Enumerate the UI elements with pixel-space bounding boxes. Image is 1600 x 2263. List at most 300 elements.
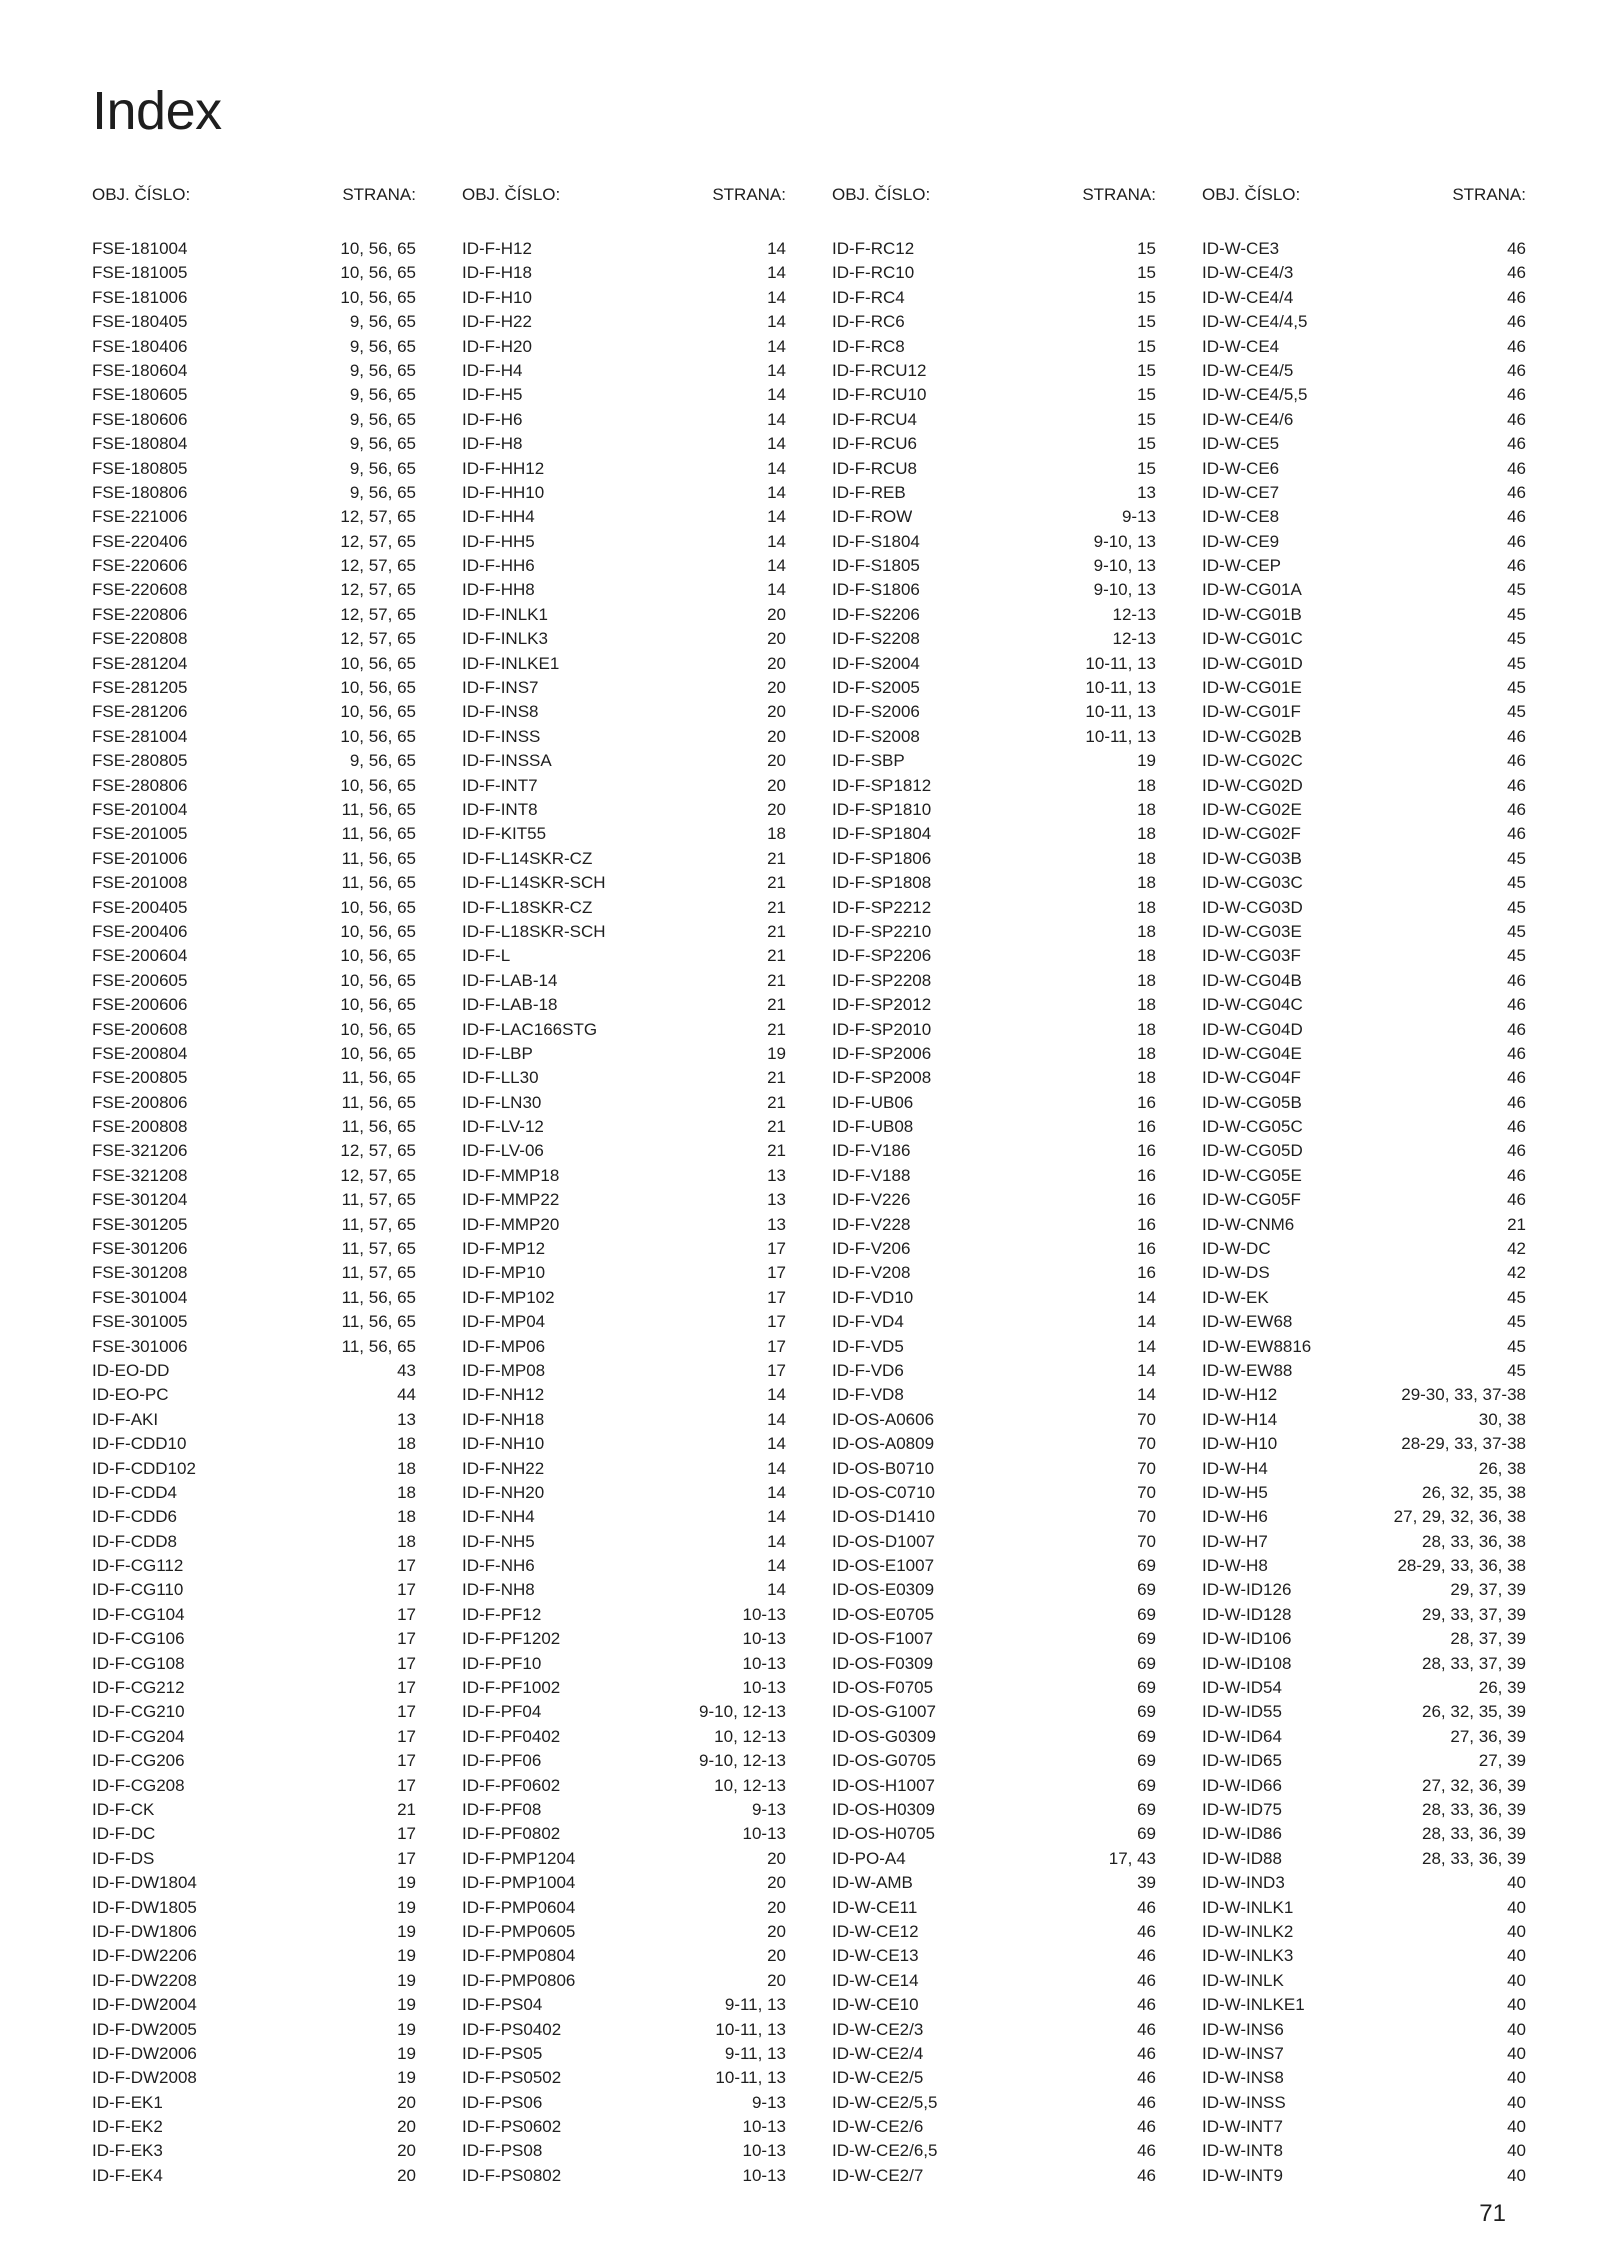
item-code: FSE-201006 <box>92 848 188 868</box>
item-pages: 20 <box>767 751 786 771</box>
index-row <box>1202 2066 1526 2090</box>
item-code: ID-OS-H0705 <box>832 1824 935 1844</box>
item-pages: 15 <box>1137 287 1156 307</box>
item-code: ID-F-PS05 <box>462 2043 543 2063</box>
item-pages: 14 <box>1137 1287 1156 1307</box>
item-pages: 10-13 <box>742 1604 786 1624</box>
item-code: FSE-220406 <box>92 531 188 551</box>
index-row <box>1202 383 1526 407</box>
item-code: ID-F-INLK1 <box>462 604 548 624</box>
index-row <box>92 237 416 261</box>
item-pages: 11, 56, 65 <box>341 799 416 819</box>
item-code: ID-F-INLKE1 <box>462 653 560 673</box>
item-pages: 46 <box>1507 1190 1526 1210</box>
index-row <box>832 774 1156 798</box>
item-pages: 45 <box>1507 1360 1526 1380</box>
index-row <box>92 505 416 529</box>
item-code: ID-W-H7 <box>1202 1531 1268 1551</box>
item-pages: 11, 56, 65 <box>341 1312 416 1332</box>
item-pages: 45 <box>1507 848 1526 868</box>
item-pages: 46 <box>1507 360 1526 380</box>
index-row <box>1202 847 1526 871</box>
item-pages: 12, 57, 65 <box>340 580 416 600</box>
item-code: ID-F-RCU10 <box>832 385 927 405</box>
item-code: ID-OS-E0705 <box>832 1604 935 1624</box>
item-code: ID-W-EW88 <box>1202 1360 1293 1380</box>
item-code: ID-F-PF1202 <box>462 1629 561 1649</box>
index-row <box>832 1944 1156 1968</box>
item-code: ID-F-NH6 <box>462 1556 535 1576</box>
index-row <box>1202 1530 1526 1554</box>
item-pages: 11, 56, 65 <box>341 1092 416 1112</box>
item-pages: 45 <box>1507 1336 1526 1356</box>
index-row <box>1202 1627 1526 1651</box>
item-code: ID-F-DS <box>92 1848 155 1868</box>
item-code: ID-W-CE8 <box>1202 507 1280 527</box>
item-code: FSE-201005 <box>92 824 188 844</box>
item-pages: 42 <box>1507 1263 1526 1283</box>
item-pages: 16 <box>1137 1214 1156 1234</box>
item-pages: 14 <box>767 1482 786 1502</box>
item-pages: 18 <box>1137 775 1156 795</box>
index-row <box>1202 1213 1526 1237</box>
index-row <box>462 1018 786 1042</box>
index-row <box>462 1115 786 1139</box>
item-pages: 14 <box>767 360 786 380</box>
item-code: ID-F-NH20 <box>462 1482 545 1502</box>
item-pages: 15 <box>1137 385 1156 405</box>
index-row <box>832 2018 1156 2042</box>
item-pages: 10-11, 13 <box>715 2019 786 2039</box>
item-pages: 10-13 <box>742 1824 786 1844</box>
page-header: STRANA: <box>342 185 416 204</box>
item-code: FSE-281004 <box>92 726 188 746</box>
item-pages: 17 <box>397 1848 416 1868</box>
item-pages: 18 <box>1137 995 1156 1015</box>
index-row <box>832 1310 1156 1334</box>
item-pages: 45 <box>1507 604 1526 624</box>
index-row <box>832 432 1156 456</box>
item-pages: 10, 56, 65 <box>340 1043 416 1063</box>
item-pages: 28, 33, 36, 38 <box>1422 1531 1526 1551</box>
code-header: OBJ. ČÍSLO: <box>1202 185 1301 204</box>
item-pages: 14 <box>767 1458 786 1478</box>
item-pages: 14 <box>767 1434 786 1454</box>
item-pages: 46 <box>1507 531 1526 551</box>
item-pages: 27, 39 <box>1478 1751 1526 1771</box>
item-code: ID-F-PS04 <box>462 1995 543 2015</box>
item-pages: 30, 38 <box>1478 1409 1526 1429</box>
index-row <box>832 1237 1156 1261</box>
item-code: ID-W-CG03F <box>1202 946 1301 966</box>
index-row <box>832 1993 1156 2017</box>
index-row <box>1202 286 1526 310</box>
item-code: ID-OS-F0705 <box>832 1678 934 1698</box>
item-pages: 19 <box>397 1873 416 1893</box>
item-pages: 10, 56, 65 <box>340 702 416 722</box>
item-code: ID-F-KIT55 <box>462 824 547 844</box>
item-pages: 18 <box>1137 848 1156 868</box>
item-code: ID-F-SP1804 <box>832 824 932 844</box>
index-row <box>92 1822 416 1846</box>
item-code: ID-F-HH5 <box>462 531 535 551</box>
item-code: ID-W-CE2/6,5 <box>832 2141 938 2161</box>
item-pages: 40 <box>1507 2165 1526 2185</box>
index-row <box>462 2066 786 2090</box>
index-row <box>92 822 416 846</box>
item-code: ID-F-UB08 <box>832 1117 914 1137</box>
index-column <box>462 183 786 2188</box>
item-code: ID-W-CE4/6 <box>1202 409 1294 429</box>
item-code: FSE-281205 <box>92 678 188 698</box>
item-code: ID-F-PMP0604 <box>462 1897 576 1917</box>
item-code: ID-F-RC10 <box>832 263 915 283</box>
index-row <box>92 1603 416 1627</box>
item-pages: 28, 33, 37, 39 <box>1422 1653 1526 1673</box>
item-pages: 14 <box>767 1385 786 1405</box>
item-code: ID-W-H4 <box>1202 1458 1268 1478</box>
item-code: ID-W-CE6 <box>1202 458 1280 478</box>
item-pages: 16 <box>1137 1092 1156 1112</box>
index-row <box>92 1188 416 1212</box>
item-code: ID-F-H8 <box>462 434 523 454</box>
item-pages: 17 <box>767 1239 786 1259</box>
item-pages: 9-10, 13 <box>1093 580 1156 600</box>
index-row <box>462 1896 786 1920</box>
index-row <box>92 2066 416 2090</box>
item-code: ID-F-LAB-18 <box>462 995 558 1015</box>
item-code: ID-F-MP06 <box>462 1336 546 1356</box>
item-code: ID-W-CE2/7 <box>832 2165 924 2185</box>
item-code: ID-F-DW2206 <box>92 1946 197 1966</box>
index-row <box>462 383 786 407</box>
item-code: ID-F-SP2008 <box>832 1068 932 1088</box>
item-code: FSE-180406 <box>92 336 188 356</box>
item-pages: 46 <box>1507 775 1526 795</box>
item-pages: 9, 56, 65 <box>349 360 416 380</box>
item-code: FSE-301204 <box>92 1190 188 1210</box>
item-pages: 10, 56, 65 <box>340 995 416 1015</box>
item-pages: 69 <box>1137 1726 1156 1746</box>
index-row <box>92 798 416 822</box>
item-pages: 14 <box>767 1409 786 1429</box>
index-row <box>1202 1164 1526 1188</box>
index-row <box>92 286 416 310</box>
index-row <box>92 1457 416 1481</box>
item-pages: 21 <box>767 995 786 1015</box>
index-row <box>92 335 416 359</box>
index-row <box>1202 627 1526 651</box>
item-code: ID-F-V186 <box>832 1141 911 1161</box>
item-code: ID-F-CG104 <box>92 1604 185 1624</box>
index-row <box>462 1847 786 1871</box>
item-pages: 14 <box>767 531 786 551</box>
index-row <box>832 1652 1156 1676</box>
item-code: ID-F-H5 <box>462 385 523 405</box>
item-code: ID-OS-E1007 <box>832 1556 935 1576</box>
item-pages: 46 <box>1507 434 1526 454</box>
item-pages: 46 <box>1137 2165 1156 2185</box>
item-pages: 29, 37, 39 <box>1450 1580 1526 1600</box>
item-pages: 9-10, 12-13 <box>699 1751 786 1771</box>
item-pages: 10, 56, 65 <box>340 678 416 698</box>
index-row <box>832 2139 1156 2163</box>
item-code: ID-W-CG04E <box>1202 1043 1302 1063</box>
index-row <box>1202 310 1526 334</box>
item-code: ID-F-PMP0804 <box>462 1946 576 1966</box>
item-code: ID-W-CG01F <box>1202 702 1301 722</box>
item-code: FSE-180804 <box>92 434 188 454</box>
item-code: ID-W-CE2/5 <box>832 2068 924 2088</box>
item-code: ID-W-INT8 <box>1202 2141 1283 2161</box>
index-row <box>92 993 416 1017</box>
item-code: ID-W-CG03C <box>1202 873 1303 893</box>
item-pages: 46 <box>1137 1946 1156 1966</box>
item-code: ID-F-MP04 <box>462 1312 546 1332</box>
item-pages: 16 <box>1137 1117 1156 1137</box>
item-pages: 11, 56, 65 <box>341 1068 416 1088</box>
item-pages: 12, 57, 65 <box>340 1141 416 1161</box>
item-pages: 17 <box>397 1702 416 1722</box>
item-pages: 11, 56, 65 <box>341 1117 416 1137</box>
item-pages: 18 <box>1137 873 1156 893</box>
item-code: ID-F-L14SKR-CZ <box>462 848 593 868</box>
index-row <box>462 237 786 261</box>
item-pages: 69 <box>1137 1800 1156 1819</box>
index-row <box>1202 530 1526 554</box>
item-pages: 17 <box>767 1287 786 1307</box>
column-header <box>92 183 416 207</box>
index-row <box>462 676 786 700</box>
item-code: ID-F-INT7 <box>462 775 538 795</box>
index-row <box>832 1896 1156 1920</box>
index-row <box>1202 1091 1526 1115</box>
index-row <box>832 2066 1156 2090</box>
item-pages: 46 <box>1137 1995 1156 2015</box>
index-row <box>832 1554 1156 1578</box>
item-code: ID-F-L14SKR-SCH <box>462 873 606 893</box>
index-row <box>92 896 416 920</box>
index-row <box>1202 335 1526 359</box>
item-code: ID-F-PMP0806 <box>462 1970 576 1990</box>
index-row <box>1202 774 1526 798</box>
item-code: ID-F-PF12 <box>462 1604 542 1624</box>
index-row <box>462 1213 786 1237</box>
item-pages: 14 <box>767 1507 786 1527</box>
index-row <box>832 1091 1156 1115</box>
index-row <box>832 1286 1156 1310</box>
item-code: ID-F-DW2006 <box>92 2043 197 2063</box>
item-code: ID-W-ID54 <box>1202 1678 1282 1698</box>
item-pages: 9, 56, 65 <box>349 385 416 405</box>
item-code: ID-F-H22 <box>462 312 532 332</box>
item-code: FSE-200806 <box>92 1092 188 1112</box>
index-row <box>1202 578 1526 602</box>
item-pages: 19 <box>397 2019 416 2039</box>
index-row <box>832 700 1156 724</box>
index-row <box>1202 2115 1526 2139</box>
item-pages: 42 <box>1507 1239 1526 1259</box>
item-code: FSE-281206 <box>92 702 188 722</box>
item-pages: 20 <box>767 1921 786 1941</box>
item-code: FSE-220806 <box>92 604 188 624</box>
item-pages: 10-13 <box>742 2117 786 2137</box>
item-pages: 40 <box>1507 1897 1526 1917</box>
index-row <box>832 335 1156 359</box>
item-pages: 9, 56, 65 <box>349 434 416 454</box>
item-pages: 18 <box>1137 824 1156 844</box>
item-code: ID-F-CDD6 <box>92 1507 177 1527</box>
item-code: ID-F-CG106 <box>92 1629 185 1649</box>
index-row <box>1202 1676 1526 1700</box>
item-code: ID-F-VD8 <box>832 1385 904 1405</box>
item-pages: 10, 56, 65 <box>340 263 416 283</box>
item-pages: 21 <box>767 1019 786 1039</box>
item-pages: 18 <box>397 1434 416 1454</box>
item-pages: 20 <box>767 1946 786 1966</box>
item-code: FSE-180405 <box>92 312 188 332</box>
item-code: ID-W-INLKE1 <box>1202 1995 1305 2015</box>
index-row <box>462 578 786 602</box>
index-row <box>462 1676 786 1700</box>
index-row <box>92 1652 416 1676</box>
index-row <box>92 481 416 505</box>
item-code: ID-F-PF10 <box>462 1653 542 1673</box>
index-row <box>462 1969 786 1993</box>
index-row <box>92 1578 416 1602</box>
item-pages: 14 <box>767 239 786 258</box>
item-code: ID-W-INLK1 <box>1202 1897 1294 1917</box>
item-pages: 10-13 <box>742 2141 786 2161</box>
item-pages: 18 <box>1137 921 1156 941</box>
item-pages: 27, 36, 39 <box>1450 1726 1526 1746</box>
index-row <box>1202 505 1526 529</box>
item-pages: 9-10, 13 <box>1093 556 1156 576</box>
item-code: ID-W-CE12 <box>832 1921 919 1941</box>
index-row <box>832 749 1156 773</box>
item-code: ID-OS-A0606 <box>832 1409 935 1429</box>
index-row <box>1202 1505 1526 1529</box>
item-code: ID-F-CDD10 <box>92 1434 187 1454</box>
index-row <box>462 944 786 968</box>
item-code: ID-F-SP2212 <box>832 897 932 917</box>
item-code: ID-W-ID64 <box>1202 1726 1282 1746</box>
item-pages: 21 <box>767 921 786 941</box>
item-pages: 10, 56, 65 <box>340 775 416 795</box>
item-pages: 17 <box>767 1360 786 1380</box>
item-code: ID-F-V206 <box>832 1239 911 1259</box>
item-pages: 28-29, 33, 36, 38 <box>1397 1556 1526 1576</box>
index-row <box>1202 1920 1526 1944</box>
index-row <box>1202 1432 1526 1456</box>
item-code: ID-W-CG03B <box>1202 848 1302 868</box>
item-pages: 46 <box>1137 2117 1156 2137</box>
column-header <box>832 183 1156 207</box>
item-pages: 14 <box>767 1580 786 1600</box>
item-pages: 46 <box>1507 799 1526 819</box>
item-code: ID-F-SP2006 <box>832 1043 932 1063</box>
index-row <box>832 1774 1156 1798</box>
index-row <box>832 993 1156 1017</box>
item-code: ID-OS-F0309 <box>832 1653 934 1673</box>
item-code: ID-F-PF04 <box>462 1702 542 1722</box>
index-row <box>1202 676 1526 700</box>
index-row <box>462 1798 786 1822</box>
item-pages: 10, 56, 65 <box>340 921 416 941</box>
item-pages: 20 <box>767 653 786 673</box>
index-row <box>462 1261 786 1285</box>
item-code: ID-F-REB <box>832 482 906 502</box>
index-row <box>832 408 1156 432</box>
item-pages: 17 <box>397 1824 416 1844</box>
index-row <box>92 847 416 871</box>
item-code: ID-W-CE4/3 <box>1202 263 1294 283</box>
item-pages: 19 <box>397 2043 416 2063</box>
item-pages: 11, 56, 65 <box>341 1287 416 1307</box>
item-code: ID-W-CG05F <box>1202 1190 1301 1210</box>
item-code: ID-F-VD10 <box>832 1287 914 1307</box>
index-row <box>1202 822 1526 846</box>
index-row <box>462 2115 786 2139</box>
item-code: ID-W-INLK2 <box>1202 1921 1294 1941</box>
index-row <box>92 1798 416 1822</box>
item-pages: 11, 56, 65 <box>341 848 416 868</box>
index-row <box>1202 1481 1526 1505</box>
index-row <box>832 383 1156 407</box>
item-pages: 14 <box>767 287 786 307</box>
code-header: OBJ. ČÍSLO: <box>832 185 931 204</box>
item-code: ID-F-MP12 <box>462 1239 546 1259</box>
item-pages: 19 <box>397 2068 416 2088</box>
item-code: ID-W-ID106 <box>1202 1629 1292 1649</box>
item-pages: 9-11, 13 <box>724 2043 786 2063</box>
index-row <box>92 2115 416 2139</box>
index-row <box>832 554 1156 578</box>
index-row <box>1202 1286 1526 1310</box>
item-code: ID-F-S1806 <box>832 580 920 600</box>
item-pages: 27, 32, 36, 39 <box>1422 1775 1526 1795</box>
item-code: ID-W-CG03D <box>1202 897 1303 917</box>
item-pages: 18 <box>1137 1068 1156 1088</box>
item-pages: 39 <box>1137 1873 1156 1893</box>
index-row <box>462 457 786 481</box>
index-row <box>92 627 416 651</box>
item-code: FSE-201008 <box>92 873 188 893</box>
index-row <box>832 1383 1156 1407</box>
index-row <box>1202 920 1526 944</box>
index-row <box>1202 1603 1526 1627</box>
index-row <box>92 871 416 895</box>
item-code: ID-F-SP1808 <box>832 873 932 893</box>
item-code: ID-W-CE4/5,5 <box>1202 385 1308 405</box>
item-pages: 26, 32, 35, 39 <box>1422 1702 1526 1722</box>
index-row <box>462 1554 786 1578</box>
index-row <box>1202 1359 1526 1383</box>
item-code: FSE-200605 <box>92 970 188 990</box>
item-code: ID-W-CE10 <box>832 1995 919 2015</box>
item-code: ID-W-CG05E <box>1202 1165 1302 1185</box>
item-code: ID-W-IND3 <box>1202 1873 1285 1893</box>
index-row <box>92 1481 416 1505</box>
index-row <box>1202 1652 1526 1676</box>
item-code: ID-W-CE3 <box>1202 239 1280 258</box>
item-code: ID-W-CG05B <box>1202 1092 1302 1112</box>
item-pages: 29, 33, 37, 39 <box>1422 1604 1526 1624</box>
item-pages: 20 <box>767 775 786 795</box>
index-row <box>1202 969 1526 993</box>
index-row <box>462 2164 786 2188</box>
item-code: ID-F-L18SKR-CZ <box>462 897 593 917</box>
